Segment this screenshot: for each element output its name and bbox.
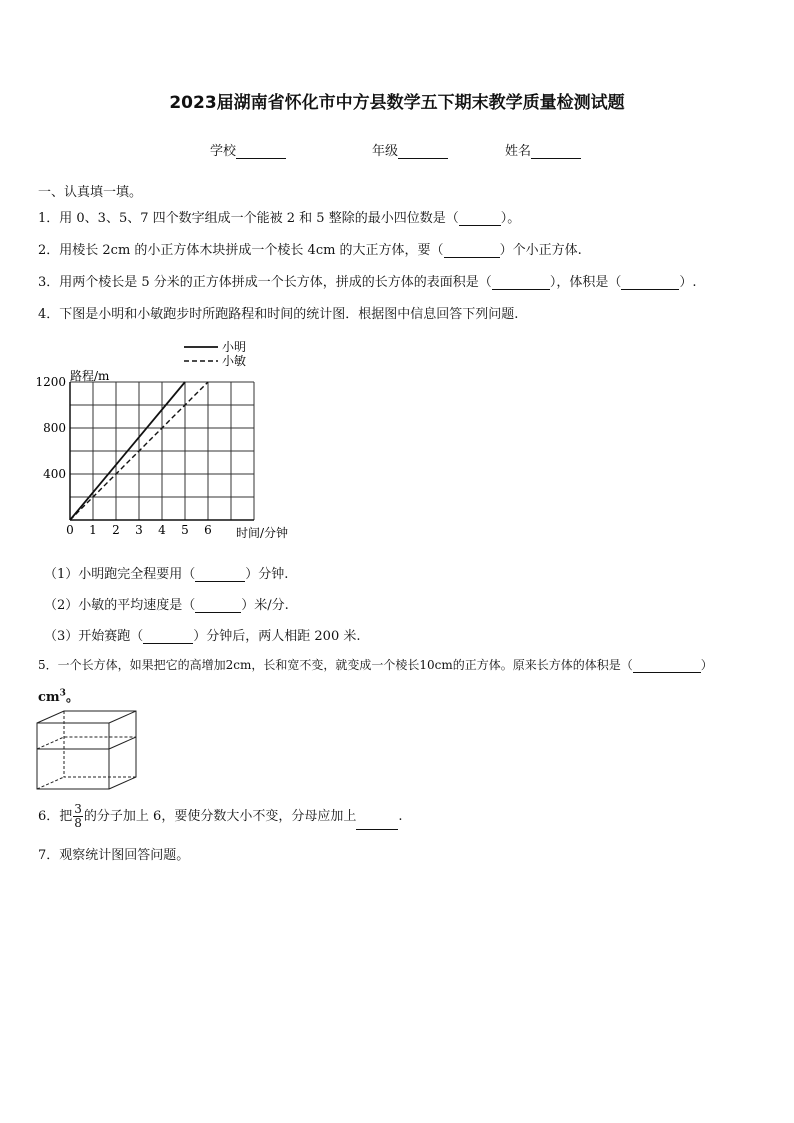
grade-blank[interactable]	[398, 144, 448, 159]
question-4-1-blank[interactable]	[195, 568, 245, 582]
question-3-text: 3．用两个棱长是 5 分米的正方体拼成一个长方体，拼成的长方体的表面积是（	[38, 275, 492, 290]
question-4-3-end: ）分钟后，两人相距 200 米.	[193, 629, 361, 644]
school-label: 学校	[210, 144, 237, 159]
cuboid-front-face	[37, 723, 109, 789]
question-2	[38, 239, 582, 258]
name-blank[interactable]	[531, 144, 581, 159]
cuboid-hidden-bottom-edge	[37, 777, 64, 789]
question-4-2-blank[interactable]	[195, 599, 241, 613]
page-title: 2023届湖南省怀化市中方县数学五下期末教学质量检测试题	[169, 93, 625, 113]
cuboid-cut-line-back	[37, 737, 136, 749]
x-tick-label: 1	[89, 523, 97, 537]
legend-label: 小明	[222, 340, 247, 354]
question-4-1-end: ）分钟.	[245, 567, 289, 582]
question-5-unit-end: 。	[65, 690, 79, 705]
question-4-2-text: （2）小敏的平均速度是（	[44, 598, 196, 613]
question-4-3	[44, 625, 361, 644]
fraction-numerator: 3	[74, 802, 82, 816]
question-1	[38, 207, 520, 226]
school-field	[210, 140, 286, 159]
x-tick-label: 3	[135, 523, 143, 537]
cuboid-hidden-edges	[64, 711, 136, 777]
question-7	[38, 844, 189, 863]
x-tick-label: 6	[204, 523, 212, 537]
question-6-pre: 6．把	[38, 809, 73, 824]
chart-y-axis-label: 路程/m	[70, 369, 110, 383]
fraction-denominator: 8	[74, 816, 82, 830]
cuboid-cut-line-side	[109, 737, 136, 749]
question-5-blank[interactable]	[633, 659, 701, 673]
distance-time-chart	[30, 336, 320, 546]
question-6	[38, 803, 402, 830]
cuboid-figure	[36, 709, 140, 791]
name-field	[505, 140, 581, 159]
question-5-end: ）	[700, 658, 713, 672]
question-7-text: 7．观察统计图回答问题。	[38, 848, 190, 863]
question-3-blank-volume[interactable]	[621, 276, 679, 290]
question-4-text: 4．下图是小明和小敏跑步时所跑路程和时间的统计图．根据图中信息回答下列问题.	[38, 307, 519, 322]
question-4	[38, 303, 518, 322]
x-tick-label: 0	[66, 523, 74, 537]
question-3	[38, 271, 696, 290]
x-tick-label: 2	[112, 523, 120, 537]
question-6-end: .	[398, 809, 403, 824]
chart-grid	[70, 382, 254, 520]
y-tick-label: 400	[43, 467, 66, 481]
x-tick-label: 5	[181, 523, 189, 537]
x-tick-label: 4	[158, 523, 166, 537]
legend-label: 小敏	[222, 354, 247, 368]
section-heading: 一、认真填一填。	[38, 185, 143, 200]
question-5-text: 5．一个长方体，如果把它的高增加2cm，长和宽不变，就变成一个棱长10cm的正方体。原来长方体的体积是（	[38, 658, 633, 672]
question-2-end: ）个小正方体.	[499, 243, 582, 258]
question-4-2	[44, 594, 289, 613]
question-1-blank[interactable]	[459, 212, 501, 226]
grade-label: 年级	[372, 144, 399, 159]
name-label: 姓名	[505, 144, 532, 159]
chart-legend	[184, 340, 246, 368]
question-2-blank[interactable]	[444, 244, 500, 258]
question-3-mid: ），体积是（	[549, 275, 622, 290]
question-5-unit-text: cm	[38, 690, 60, 705]
school-blank[interactable]	[236, 144, 286, 159]
y-tick-label: 800	[43, 421, 66, 435]
question-5-unit-sup: 3	[59, 688, 66, 699]
y-tick-label: 1200	[35, 375, 66, 389]
question-1-end: ）。	[500, 211, 521, 226]
question-3-end: ）.	[679, 275, 697, 290]
question-1-text: 1．用 0、3、5、7 四个数字组成一个能被 2 和 5 整除的最小四位数是（	[38, 211, 459, 226]
grade-field	[372, 140, 448, 159]
cuboid-top-right-edge	[109, 711, 136, 723]
question-5-unit	[38, 686, 79, 705]
chart-x-axis-label: 时间/分钟	[236, 526, 289, 540]
question-4-1	[44, 563, 288, 582]
question-4-3-text: （3）开始赛跑（	[44, 629, 144, 644]
fraction-three-eighths	[73, 803, 83, 830]
question-4-3-blank[interactable]	[143, 630, 193, 644]
question-3-blank-area[interactable]	[492, 276, 550, 290]
question-6-blank[interactable]	[356, 816, 398, 830]
question-4-1-text: （1）小明跑完全程要用（	[44, 567, 196, 582]
question-2-text: 2．用棱长 2cm 的小正方体木块拼成一个棱长 4cm 的大正方体，要（	[38, 243, 444, 258]
question-4-2-end: ）米/分.	[241, 598, 289, 613]
question-5	[38, 656, 713, 673]
question-6-post: 的分子加上 6，要使分数大小不变，分母应加上	[83, 809, 357, 824]
